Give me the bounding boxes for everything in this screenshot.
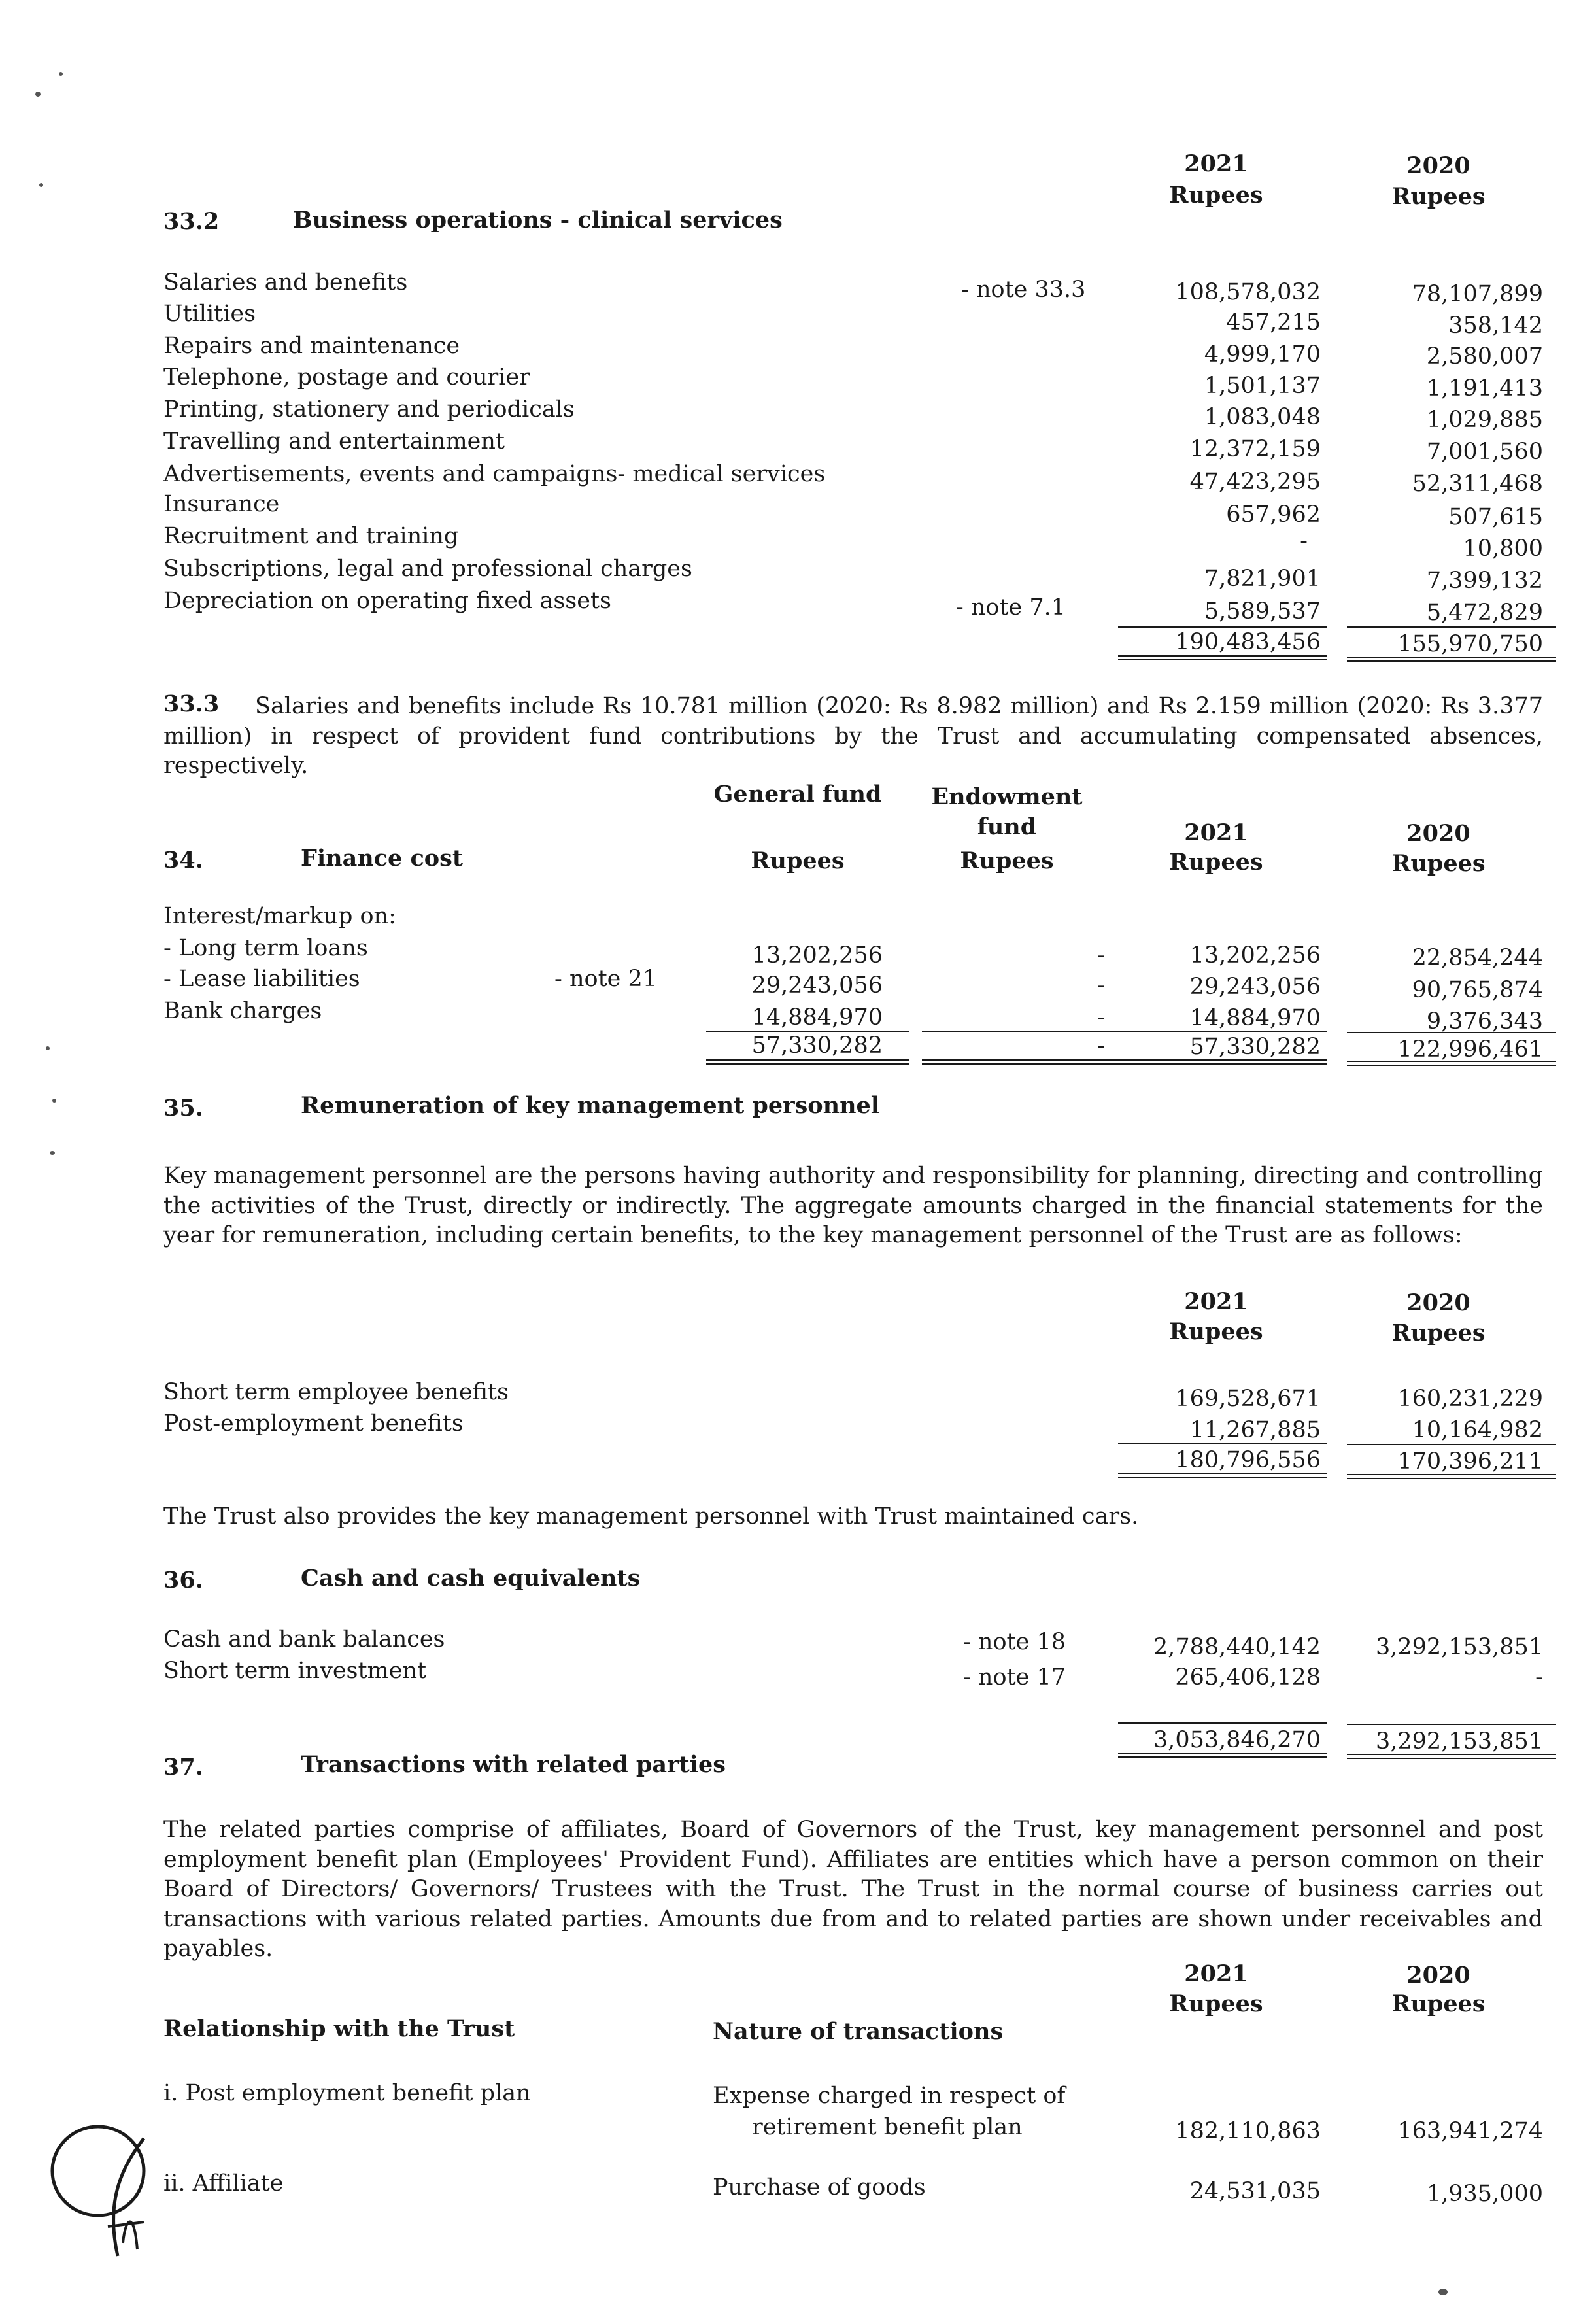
row-value-2020: 7,399,132 [1426,568,1543,594]
row-value-2021: 47,423,295 [1189,469,1321,495]
section-title: Transactions with related parties [301,1751,726,1778]
row-value-2021: 2,788,440,142 [1153,1634,1321,1660]
row-label: Short term investment [163,1658,427,1684]
subtotal-rule [1118,1722,1327,1724]
col-unit-endowment: Rupees [960,847,1054,874]
total-endowment: - [1097,1033,1105,1059]
total-2021: 57,330,282 [1189,1034,1321,1060]
row-value-general: 13,202,256 [751,942,883,968]
col-unit-2021: Rupees [1169,1318,1263,1345]
row-value-general: 14,884,970 [751,1004,883,1031]
row-value-2020: 9,376,343 [1426,1008,1543,1035]
row-value-general: 29,243,056 [751,972,883,999]
row-note: - note 17 [962,1664,1066,1690]
row-value-2020: 52,311,468 [1412,471,1543,497]
section-number: 37. [163,1754,203,1781]
scan-speck [52,1099,56,1103]
row-value-2020: 1,935,000 [1426,2181,1543,2207]
total-2020: 122,996,461 [1397,1036,1543,1063]
row-label: Subscriptions, legal and professional charges [163,556,692,582]
row-nature: Expense charged in respect of [713,2083,1066,2109]
total-2021: 190,483,456 [1175,629,1321,655]
total-double-rule [1347,1754,1556,1759]
total-double-rule [706,1059,909,1065]
row-note: - note 18 [962,1629,1066,1655]
row-value-2020: 1,029,885 [1426,407,1543,433]
section-title: Remuneration of key management personnel [301,1092,880,1119]
row-value-2021: 1,083,048 [1204,404,1321,430]
subtotal-rule [1347,1032,1556,1033]
row-label: Depreciation on operating fixed assets [163,588,611,614]
row-value-2021: 12,372,159 [1189,436,1321,462]
col-unit-2020: Rupees [1391,183,1486,210]
section-number: 35. [163,1095,203,1121]
related-parties-paragraph: The related parties comprise of affiliates, Board of Governors of the Trust, key management personnel and post employment benefit plan (Employees' Provident Fund). Affiliates are entities which have a person common on their Board of Directors/ Governors/ Trustees with the Trust. The Trust in the normal course of business carries out transactions with various related parties. Amounts due from and to related parties are shown under receivables and payables. [163,1817,1543,1962]
row-value-2021: - [1300,528,1308,554]
total-2020: 3,292,153,851 [1375,1728,1543,1754]
subtotal-rule [706,1031,909,1032]
row-label: - Lease liabilities [163,966,360,992]
row-value-2021: 265,406,128 [1175,1664,1321,1690]
row-label: Post-employment benefits [163,1411,464,1437]
total-2021: 180,796,556 [1175,1447,1321,1473]
section-title: Finance cost [301,845,464,872]
row-value-endowment: - [1097,972,1105,999]
row-value-2020: - [1535,1664,1543,1690]
row-value-2021: 457,215 [1226,309,1321,335]
subtotal-rule [1118,1443,1327,1444]
section-number: 33.2 [163,208,220,235]
row-value-2020: 7,001,560 [1426,439,1543,465]
col-header-2020: 2020 [1406,1290,1470,1316]
row-value-2021: 108,578,032 [1175,279,1321,305]
total-double-rule [1347,1474,1556,1479]
row-label: Insurance [163,491,280,517]
scan-speck [50,1151,55,1155]
row-label: Salaries and benefits [163,269,408,296]
scan-speck [35,92,41,97]
col-unit-2021: Rupees [1169,182,1263,209]
col-unit-2020: Rupees [1391,850,1486,877]
section-number: 33.3 [163,691,220,717]
row-value-2021: 14,884,970 [1189,1005,1321,1031]
subheading: Interest/markup on: [163,903,396,929]
row-label: Advertisements, events and campaigns- medical services [163,461,826,487]
col-unit-2020: Rupees [1391,1991,1486,2017]
subtotal-rule [1118,626,1327,628]
row-note: - note 7.1 [955,594,1066,621]
row-value-2020: 1,191,413 [1426,375,1543,402]
total-2020: 155,970,750 [1397,631,1543,657]
row-label: Recruitment and training [163,523,459,549]
row-value-2020: 358,142 [1448,313,1543,339]
row-value-2021: 657,962 [1226,502,1321,528]
row-label: Repairs and maintenance [163,333,460,359]
row-label: Telephone, postage and courier [163,364,530,390]
subtotal-rule [1347,1444,1556,1445]
col-header-2020: 2020 [1406,1962,1470,1989]
cars-footnote: The Trust also provides the key management personnel with Trust maintained cars. [163,1503,1139,1530]
row-value-endowment: - [1097,942,1105,968]
row-value-2021: 7,821,901 [1204,566,1321,592]
col-header-general-fund: General fund [713,781,882,808]
subtotal-rule [1347,626,1556,628]
salaries-note-paragraph: Salaries and benefits include Rs 10.781 million (2020: Rs 8.982 million) and Rs 2.159 million (2020: Rs 3.377 million) in respect of provident fund contributions by the Trust and accumulating compensated absences, respectively. [163,693,1543,779]
row-label: Utilities [163,301,256,327]
row-value-2021: 11,267,885 [1189,1417,1321,1443]
row-nature-continued: retirement benefit plan [752,2114,1023,2140]
scan-speck [39,183,43,187]
total-double-rule [1347,657,1556,662]
row-label: Cash and bank balances [163,1626,445,1652]
col-unit-2021: Rupees [1169,1991,1263,2017]
row-value-2020: 22,854,244 [1412,945,1543,971]
row-nature: Purchase of goods [713,2174,926,2200]
row-value-2020: 3,292,153,851 [1375,1634,1543,1660]
row-note: - note 33.3 [961,277,1086,303]
key-management-paragraph: Key management personnel are the persons having authority and responsibility for planning, directing and controlling the activities of the Trust, directly or indirectly. The aggregate amounts charged in the financial statements for the year for remuneration, including certain benefits, to the key management personnel of the Trust are as follows: [163,1163,1543,1248]
subtotal-rule [1347,1724,1556,1725]
total-double-rule [1347,1061,1556,1066]
total-double-rule [1118,655,1327,660]
row-value-2020: 507,615 [1448,504,1543,530]
section-title: Business operations - clinical services [293,207,783,233]
row-value-2021: 5,589,537 [1204,598,1321,624]
col-unit-2021: Rupees [1169,849,1263,876]
col-unit-2020: Rupees [1391,1320,1486,1346]
total-2020: 170,396,211 [1397,1448,1543,1475]
row-value-2020: 160,231,229 [1397,1386,1543,1412]
row-value-endowment: - [1097,1004,1105,1031]
total-double-rule [1118,1753,1327,1758]
row-relationship: i. Post employment benefit plan [163,2080,531,2106]
total-2021: 3,053,846,270 [1153,1727,1321,1753]
col-unit-general: Rupees [751,847,845,874]
initials-signature [46,2112,196,2263]
section-number: 36. [163,1567,203,1594]
row-label: Travelling and entertainment [163,428,505,454]
row-relationship: ii. Affiliate [163,2170,284,2197]
row-value-2021: 4,999,170 [1204,341,1321,368]
row-label: - Long term loans [163,935,368,961]
subtotal-rule [922,1031,1118,1032]
scan-speck [46,1046,50,1050]
col-header-relationship: Relationship with the Trust [163,2015,515,2042]
row-value-2021: 182,110,863 [1175,2118,1321,2144]
col-header-2021: 2021 [1184,819,1248,846]
total-double-rule [922,1059,1118,1065]
row-value-2020: 78,107,899 [1412,281,1543,307]
section-number: 34. [163,847,203,874]
row-value-2021: 169,528,671 [1175,1386,1321,1412]
row-label: Printing, stationery and periodicals [163,396,575,422]
row-value-2021: 13,202,256 [1189,942,1321,968]
scan-speck [59,72,63,76]
total-double-rule [1118,1059,1327,1065]
row-label: Bank charges [163,998,322,1024]
col-header-2020: 2020 [1406,152,1470,179]
col-header-nature: Nature of transactions [713,2018,1004,2045]
row-label: Short term employee benefits [163,1379,509,1405]
col-header-2020: 2020 [1406,820,1470,847]
row-value-2020: 5,472,829 [1426,600,1543,626]
col-header-endowment-fund: Endowment fund [931,783,1083,840]
row-value-2020: 163,941,274 [1397,2118,1543,2144]
row-value-2020: 2,580,007 [1426,343,1543,369]
row-value-2020: 10,164,982 [1412,1417,1543,1443]
row-value-2021: 29,243,056 [1189,974,1321,1000]
total-general: 57,330,282 [751,1033,883,1059]
row-value-2021: 24,531,035 [1189,2178,1321,2204]
row-value-2020: 90,765,874 [1412,977,1543,1003]
col-header-2021: 2021 [1184,1288,1248,1315]
section-title: Cash and cash equivalents [301,1565,641,1592]
row-note: - note 21 [554,966,658,992]
subtotal-rule [1118,1031,1327,1032]
col-header-2021: 2021 [1184,1960,1248,1987]
row-value-2020: 10,800 [1463,536,1543,562]
row-value-2021: 1,501,137 [1204,373,1321,399]
col-header-2021: 2021 [1184,150,1248,177]
scan-speck [1438,2289,1448,2295]
total-double-rule [1118,1473,1327,1478]
